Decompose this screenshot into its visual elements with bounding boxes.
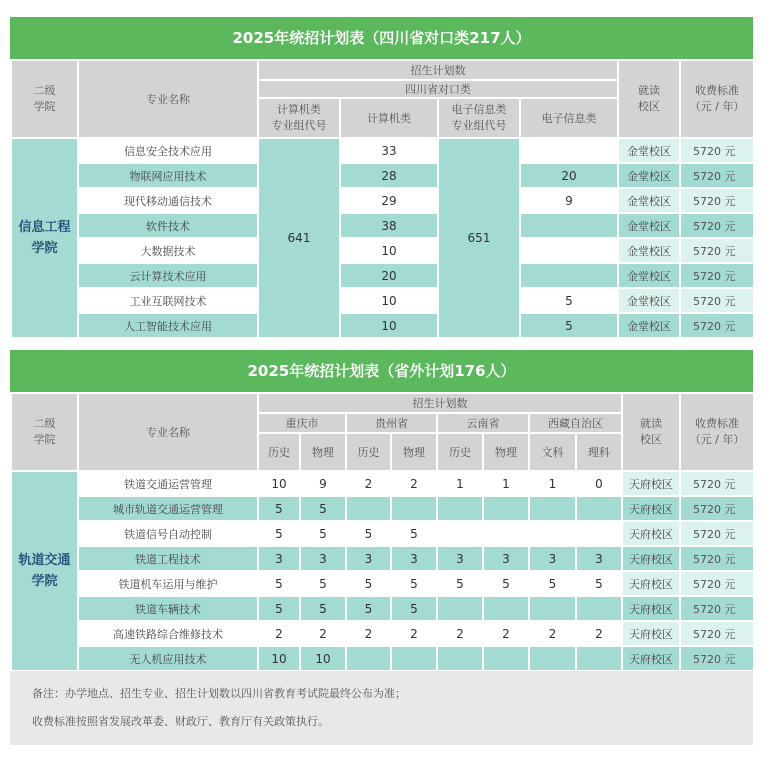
t1-head-c2: 计算机类 — [340, 98, 438, 138]
table-row — [11, 238, 754, 263]
t1-major: 信息安全技术应用 — [78, 138, 258, 163]
t2-count: 3 — [529, 546, 576, 571]
t2-count: 3 — [346, 546, 391, 571]
t1-ei-count: 5 — [520, 313, 618, 338]
t2-head-province: 云南省 — [437, 413, 529, 433]
table-row — [11, 546, 754, 571]
t2-count: 2 — [437, 621, 483, 646]
t1-major: 工业互联网技术 — [78, 288, 258, 313]
t1-group-code-2: 651 — [438, 138, 520, 338]
table-row — [11, 313, 754, 338]
t1-ei-count: 20 — [520, 163, 618, 188]
t2-count — [483, 496, 529, 521]
t1-major: 现代移动通信技术 — [78, 188, 258, 213]
t1-fee: 5720 元 — [680, 313, 754, 338]
t2-fee: 5720 元 — [680, 471, 754, 496]
t2-count: 5 — [391, 521, 437, 546]
t2-count: 2 — [391, 471, 437, 496]
t2-count: 5 — [258, 596, 300, 621]
t1-cs-count: 10 — [340, 288, 438, 313]
t1-campus: 金堂校区 — [618, 238, 680, 263]
t2-head-subject: 历史 — [258, 433, 300, 471]
t2-head-subject: 文科 — [529, 433, 576, 471]
t1-major: 软件技术 — [78, 213, 258, 238]
t2-count: 0 — [576, 471, 622, 496]
t1-head-c3: 电子信息类 专业组代号 — [438, 98, 520, 138]
t2-count — [529, 596, 576, 621]
t2-head-subject: 物理 — [483, 433, 529, 471]
t2-major: 铁道工程技术 — [78, 546, 258, 571]
t2-fee: 5720 元 — [680, 521, 754, 546]
t2-fee: 5720 元 — [680, 596, 754, 621]
t1-campus: 金堂校区 — [618, 263, 680, 288]
t2-count — [437, 596, 483, 621]
t2-count: 9 — [300, 471, 346, 496]
t2-fee: 5720 元 — [680, 646, 754, 671]
t2-count: 2 — [576, 621, 622, 646]
t2-head-fee: 收费标准 （元 / 年） — [680, 393, 754, 471]
t2-count: 5 — [346, 571, 391, 596]
t2-count — [391, 646, 437, 671]
t1-head-plan: 招生计划数 — [258, 60, 618, 80]
t2-campus: 天府校区 — [622, 546, 680, 571]
table1-title: 2025年统招计划表（四川省对口类217人） — [10, 17, 753, 59]
table2-title: 2025年统招计划表（省外计划176人） — [10, 350, 753, 392]
t2-count: 5 — [300, 571, 346, 596]
t2-count — [391, 496, 437, 521]
t2-count: 5 — [483, 571, 529, 596]
t2-count — [576, 646, 622, 671]
table-row — [11, 521, 754, 546]
t1-head-fee: 收费标准 （元 / 年） — [680, 60, 754, 138]
t2-count: 5 — [258, 496, 300, 521]
t1-ei-count: 9 — [520, 188, 618, 213]
t2-count — [346, 496, 391, 521]
t2-college: 轨道交通 学院 — [11, 471, 78, 671]
t2-campus: 天府校区 — [622, 571, 680, 596]
table-row — [11, 188, 754, 213]
t2-count — [483, 596, 529, 621]
t2-count: 2 — [529, 621, 576, 646]
t2-count — [437, 646, 483, 671]
t1-cs-count: 20 — [340, 263, 438, 288]
t2-count: 5 — [529, 571, 576, 596]
t1-head-college: 二级 学院 — [11, 60, 78, 138]
t2-major: 铁道交通运营管理 — [78, 471, 258, 496]
t2-count — [483, 521, 529, 546]
t1-group-code-1: 641 — [258, 138, 340, 338]
t2-count: 5 — [258, 521, 300, 546]
t2-head-subject: 历史 — [346, 433, 391, 471]
t2-count — [483, 646, 529, 671]
t2-count — [437, 521, 483, 546]
t1-head-category: 四川省对口类 — [258, 80, 618, 98]
table1 — [10, 59, 755, 339]
t2-count: 1 — [483, 471, 529, 496]
t1-major: 人工智能技术应用 — [78, 313, 258, 338]
t1-head-c4: 电子信息类 — [520, 98, 618, 138]
t1-campus: 金堂校区 — [618, 138, 680, 163]
t1-fee: 5720 元 — [680, 138, 754, 163]
t2-count: 1 — [529, 471, 576, 496]
t2-count — [529, 646, 576, 671]
t1-ei-count: 5 — [520, 288, 618, 313]
table-row — [11, 263, 754, 288]
t1-cs-count: 29 — [340, 188, 438, 213]
t2-count: 10 — [258, 646, 300, 671]
t1-fee: 5720 元 — [680, 238, 754, 263]
t2-major: 铁道车辆技术 — [78, 596, 258, 621]
table-row — [11, 496, 754, 521]
t2-major: 无人机应用技术 — [78, 646, 258, 671]
table-row — [11, 288, 754, 313]
t2-count: 5 — [258, 571, 300, 596]
t2-count: 5 — [391, 571, 437, 596]
t2-count: 5 — [300, 521, 346, 546]
t1-cs-count: 33 — [340, 138, 438, 163]
t1-ei-count — [520, 138, 618, 163]
t2-count — [346, 646, 391, 671]
t2-count: 2 — [258, 621, 300, 646]
t2-head-plan: 招生计划数 — [258, 393, 622, 413]
t2-major: 城市轨道交通运营管理 — [78, 496, 258, 521]
t2-count: 2 — [300, 621, 346, 646]
t1-cs-count: 10 — [340, 238, 438, 263]
t2-head-subject: 物理 — [391, 433, 437, 471]
t1-cs-count: 28 — [340, 163, 438, 188]
t1-major: 云计算技术应用 — [78, 263, 258, 288]
t2-count: 3 — [258, 546, 300, 571]
table2 — [10, 392, 755, 672]
t2-count — [529, 496, 576, 521]
note-line-1: 备注：办学地点、招生专业、招生计划数以四川省教育考试院最终公布为准； — [32, 687, 406, 700]
t2-campus: 天府校区 — [622, 596, 680, 621]
t2-count — [437, 496, 483, 521]
t1-campus: 金堂校区 — [618, 163, 680, 188]
t2-count: 3 — [576, 546, 622, 571]
t2-head-province: 贵州省 — [346, 413, 437, 433]
t1-campus: 金堂校区 — [618, 313, 680, 338]
t2-count: 5 — [346, 521, 391, 546]
note-box — [10, 671, 753, 745]
t1-fee: 5720 元 — [680, 188, 754, 213]
t2-count — [529, 521, 576, 546]
t1-ei-count — [520, 263, 618, 288]
t2-count: 3 — [483, 546, 529, 571]
t2-head-college: 二级 学院 — [11, 393, 78, 471]
t1-cs-count: 10 — [340, 313, 438, 338]
t1-campus: 金堂校区 — [618, 188, 680, 213]
t2-count: 10 — [300, 646, 346, 671]
t2-campus: 天府校区 — [622, 521, 680, 546]
t1-major: 物联网应用技术 — [78, 163, 258, 188]
t2-head-campus: 就读 校区 — [622, 393, 680, 471]
t2-count: 2 — [483, 621, 529, 646]
t1-fee: 5720 元 — [680, 263, 754, 288]
t2-count: 3 — [391, 546, 437, 571]
t2-campus: 天府校区 — [622, 471, 680, 496]
t2-major: 铁道机车运用与维护 — [78, 571, 258, 596]
t1-fee: 5720 元 — [680, 213, 754, 238]
t1-head-c1: 计算机类 专业组代号 — [258, 98, 340, 138]
t2-count: 5 — [576, 571, 622, 596]
table-row — [11, 571, 754, 596]
t1-ei-count — [520, 238, 618, 263]
t2-major: 高速铁路综合维修技术 — [78, 621, 258, 646]
t2-count: 1 — [437, 471, 483, 496]
t2-count: 2 — [391, 621, 437, 646]
t1-campus: 金堂校区 — [618, 213, 680, 238]
t2-count — [576, 521, 622, 546]
t2-count: 2 — [346, 621, 391, 646]
table-row — [11, 646, 754, 671]
t2-head-province: 重庆市 — [258, 413, 346, 433]
table-row — [11, 138, 754, 163]
t2-count: 5 — [300, 596, 346, 621]
t1-head-campus: 就读 校区 — [618, 60, 680, 138]
table-row — [11, 471, 754, 496]
t2-fee: 5720 元 — [680, 621, 754, 646]
t2-count: 3 — [300, 546, 346, 571]
t2-count: 5 — [346, 596, 391, 621]
t2-count: 5 — [437, 571, 483, 596]
t2-campus: 天府校区 — [622, 621, 680, 646]
t1-campus: 金堂校区 — [618, 288, 680, 313]
t2-count: 5 — [300, 496, 346, 521]
t2-count: 10 — [258, 471, 300, 496]
t1-major: 大数据技术 — [78, 238, 258, 263]
t1-fee: 5720 元 — [680, 163, 754, 188]
t2-campus: 天府校区 — [622, 646, 680, 671]
t2-head-subject: 历史 — [437, 433, 483, 471]
t2-count: 2 — [346, 471, 391, 496]
table-row — [11, 213, 754, 238]
table-row — [11, 596, 754, 621]
t2-head-major: 专业名称 — [78, 393, 258, 471]
t2-campus: 天府校区 — [622, 496, 680, 521]
t2-count: 3 — [437, 546, 483, 571]
t2-head-subject: 理科 — [576, 433, 622, 471]
t2-fee: 5720 元 — [680, 546, 754, 571]
t1-ei-count — [520, 213, 618, 238]
t2-head-subject: 物理 — [300, 433, 346, 471]
t2-fee: 5720 元 — [680, 571, 754, 596]
t2-major: 铁道信号自动控制 — [78, 521, 258, 546]
t2-count: 5 — [391, 596, 437, 621]
t1-college: 信息工程 学院 — [11, 138, 78, 338]
t1-head-major: 专业名称 — [78, 60, 258, 138]
t1-cs-count: 38 — [340, 213, 438, 238]
t2-fee: 5720 元 — [680, 496, 754, 521]
note-line-2: 收费标准按照省发展改革委、财政厅、教育厅有关政策执行。 — [32, 715, 329, 728]
t1-fee: 5720 元 — [680, 288, 754, 313]
t2-count — [576, 596, 622, 621]
table-row — [11, 621, 754, 646]
t2-head-province: 西藏自治区 — [529, 413, 622, 433]
t2-count — [576, 496, 622, 521]
table-row — [11, 163, 754, 188]
